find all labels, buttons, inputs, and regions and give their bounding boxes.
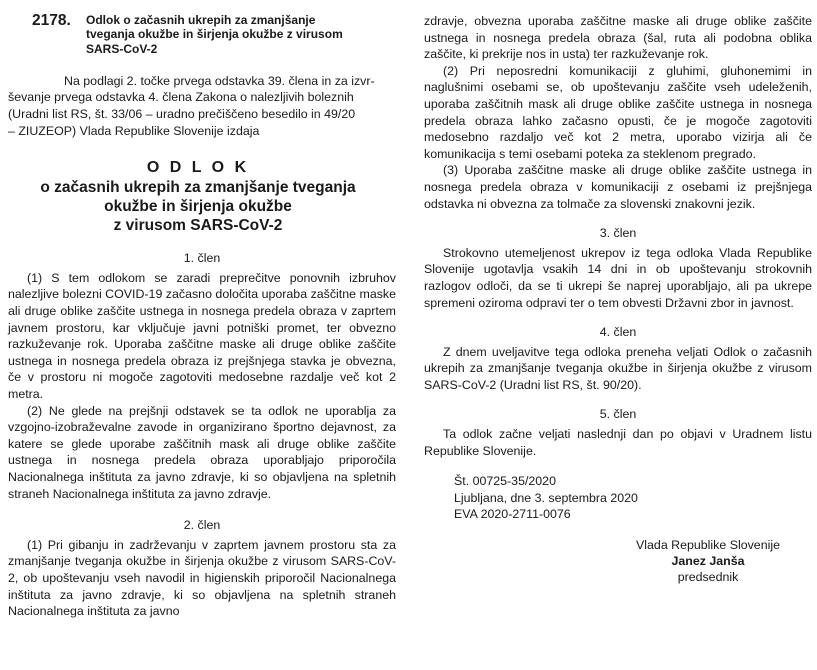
decree-title: O D L O K (146, 159, 250, 177)
reference-eva: EVA 2020-2711-0076 (454, 507, 571, 522)
article-5-heading: 5. člen (599, 407, 637, 422)
article-1-paragraph-2: (2) Ne glede na prejšnji odstavek se ta odlok ne uporablja za vzgojno-izobraževalne zavode in organizirano športno dejavnost, za katere se glede uporabe zaščitnih mask ali druge oblike zaščite ustnega in nosnega predela obraza uporabljajo priporočila Nacionalnega inštituta za javno zdravje, ki so objavljena na spletnih straneh Nacionalnega inštituta za javno zdravje. (8, 403, 396, 501)
intro-line: – ZIUZEOP) Vlada Republike Slovenije izdaja (8, 123, 260, 138)
header-title-line: Odlok o začasnih ukrepih za zmanjšanje (86, 13, 316, 27)
article-2-paragraph-1: (1) Pri gibanju in zadrževanju v zaprtem javnem prostoru sta za zmanjšanje tveganja okužbe in širjenja okužbe z virusom SARS-CoV-2, ob upoštevanju vseh navodil in higienskih priporočil Nacionalnega inštituta za javno zdravje, ki so objavljena na spletnih straneh Nacionalnega inštituta za javno (8, 537, 396, 619)
signature-role: predsednik (677, 570, 739, 585)
document-header (0, 0, 396, 56)
decree-subtitle-line: z virusom SARS-CoV-2 (113, 217, 283, 235)
left-column (0, 0, 396, 620)
intro-line: Na podlagi 2. točke prvega odstavka 39. člena in za izvr- (64, 73, 375, 88)
decree-subtitle-line: o začasnih ukrepih za zmanjšanje tveganja (40, 179, 356, 197)
header-title-line: tveganja okužbe in širjenja okužbe z virusom (86, 27, 343, 42)
document-number: 2178. (32, 12, 71, 29)
article-5-paragraph: Ta odlok začne veljati naslednji dan po objavi v Uradnem listu Republike Slovenije. (424, 427, 812, 458)
article-2-paragraph-2: (2) Pri neposredni komunikaciji z gluhimi, gluhonemimi in naglušnimi osebami se, ob upoštevanju zaščite vseh udeleženih, uporaba zaščitnih mask ali druge oblike zaščite ustnega in nosnega predela obraza lahko začasno opusti, če je mogoče zagotoviti medosebno razdaljo več kot 2 metra, uporabo vizirja ali če komunikacija s temi osebami poteka za steklenom pregrado. (424, 63, 812, 161)
header-title-line: SARS-CoV-2 (86, 41, 158, 56)
signature-org: Vlada Republike Slovenije (636, 538, 780, 553)
intro-line: ševanje prvega odstavka 4. člena Zakona o nalezljivih boleznih (8, 90, 354, 105)
reference-place-date: Ljubljana, dne 3. septembra 2020 (454, 490, 638, 505)
article-1-paragraph-1: (1) S tem odlokom se zaradi preprečitve ponovnih izbruhov nalezljive bolezni COVID-19 začasno določita uporaba zaščitne maske ali druge oblike zaščite ustnega in nosnega predela obraza v zaprtem javnem prostoru, kar vključuje javni potniški promet, ter obvezno razkuževanje rok. Uporaba zaščitne maske ali druge oblike zaščite ustnega in nosnega predela obraza iz prejšnjega stavka je obvezna, če v prostoru ni mogoče zagotoviti medosebne razdalje več kot 2 metra. (8, 270, 396, 402)
article-2-paragraph-1-continued: zdravje, obvezna uporaba zaščitne maske ali druge oblike zaščite ustnega in nosnega predela obraza (šal, ruta ali podobna oblika zaščite, ki prekrije nos in usta) ter razkuževanje rok. (424, 14, 812, 62)
article-3-heading: 3. člen (599, 226, 637, 241)
intro-paragraph (0, 73, 396, 139)
article-2-heading: 2. člen (183, 518, 221, 533)
signature-name: Janez Janša (671, 554, 745, 569)
article-4-paragraph: Z dnem uveljavitve tega odloka preneha veljati Odlok o začasnih ukrepih za zmanjšanje tveganja okužbe in širjenja okužbe z virusom SARS-CoV-2 (Uradni list RS, št. 90/20). (424, 344, 812, 392)
signature-block (424, 537, 812, 585)
decree-subtitle (0, 178, 396, 235)
article-1-heading: 1. člen (183, 251, 221, 266)
right-column (424, 0, 812, 585)
article-4-heading: 4. člen (599, 325, 637, 340)
document-header-title (86, 13, 386, 56)
article-2-paragraph-3: (3) Uporaba zaščitne maske ali druge oblike zaščite ustnega in nosnega predela obraza v komunikaciji z osebami iz prejšnjega odstavka ni obvezna za tolmače za slovenski znakovni jezik. (424, 163, 812, 211)
reference-number: Št. 00725-35/2020 (454, 474, 556, 489)
decree-subtitle-line: okužbe in širjenja okužbe (104, 198, 292, 216)
intro-line: (Uradni list RS, št. 33/06 – uradno prečiščeno besedilo in 49/20 (8, 107, 356, 122)
article-3-paragraph: Strokovno utemeljenost ukrepov iz tega odloka Vlada Republike Slovenije ugotavlja vsakih 14 dni in ob upoštevanju strokovnih razlogov odloči, da se ti ukrepi še naprej uporabljajo, ali pa ukrepe spremeni oziroma odpravi ter o tem obvesti Državni zbor in javnost. (424, 245, 812, 310)
reference-block (424, 473, 812, 523)
